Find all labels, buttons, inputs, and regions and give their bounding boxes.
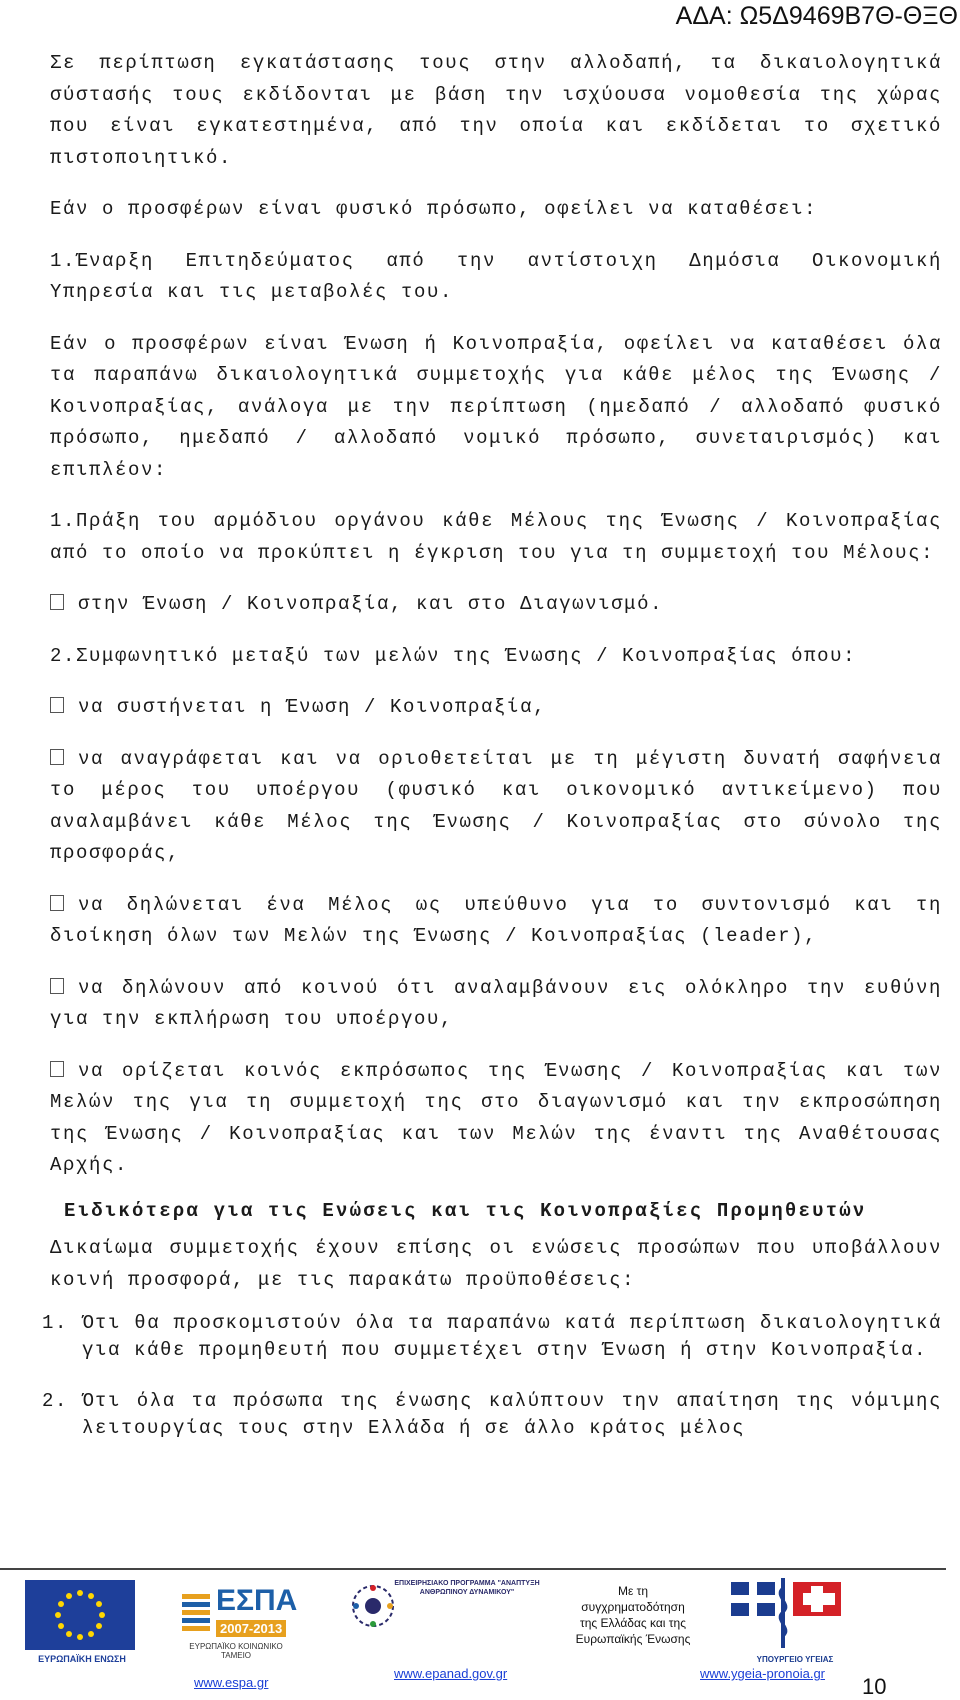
list-item	[42, 1310, 942, 1364]
checkbox-bullet-icon	[50, 1061, 64, 1077]
list-text: Ότι θα προσκομιστούν όλα τα παραπάνω κατά περίπτωση δικαιολογητικά για κάθε προμηθευτή που συμμετέχει στην Ένωση ή στην Κοινοπραξία.	[82, 1312, 942, 1361]
ministry-health-logo	[727, 1576, 847, 1652]
espa-years: 2007-2013	[216, 1620, 286, 1637]
paragraph: Εάν ο προσφέρων είναι Ένωση ή Κοινοπραξία, οφείλει να καταθέσει όλα τα παραπάνω δικαιολογητικά συμμετοχής για κάθε μέλος της Ένωσης / Κοινοπραξίας, ανάλογα με την περίπτωση (ημεδαπό / αλλοδαπό φυσικό πρόσωπο, ημεδαπό / αλλοδαπό νομικό πρόσωπο, συνεταιρισμός) και επιπλέον:	[50, 332, 942, 481]
program-label: ΕΠΙΧΕΙΡΗΣΙΑΚΟ ΠΡΟΓΡΑΜΜΑ "ΑΝΑΠΤΥΞΗ ΑΝΘΡΩΠΙΝΟΥ ΔΥΝΑΜΙΚΟΥ"	[394, 1580, 540, 1596]
eu-flag-logo	[25, 1580, 135, 1650]
paragraph: Εάν ο προσφέρων είναι φυσικό πρόσωπο, οφείλει να καταθέσει:	[50, 198, 818, 220]
bullet-item	[50, 744, 942, 870]
espa-subtitle: ΕΥΡΩΠΑΪΚΟ ΚΟΙΝΩΝΙΚΟ ΤΑΜΕΙΟ	[189, 1642, 283, 1660]
bullet-item	[50, 973, 942, 1036]
page-number: 10	[862, 1674, 887, 1699]
ygeia-link[interactable]: www.ygeia-pronoia.gr	[700, 1666, 826, 1681]
espa-link[interactable]: www.espa.gr	[194, 1675, 269, 1690]
ministry-health-label: ΥΠΟΥΡΓΕΙΟ ΥΓΕΙΑΣ	[756, 1655, 834, 1664]
document-body	[42, 48, 942, 1466]
program-emblem-icon	[348, 1578, 398, 1640]
list-text: Ότι όλα τα πρόσωπα της ένωσης καλύπτουν την απαίτηση της νόμιμης λειτουργίας τους στην Ελλάδα ή σε άλλο κράτος μέλος	[82, 1390, 942, 1439]
bullet-text: να ορίζεται κοινός εκπρόσωπος της Ένωσης / Κοινοπραξίας και των Μελών της για τη συμμετοχή της στο διαγωνισμό και την εκπροσώπηση της Ένωσης / Κοινοπραξίας και των Μελών της έναντι της Αναθέτουσας Αρχής.	[50, 1059, 942, 1176]
paragraph: Σε περίπτωση εγκατάστασης τους στην αλλοδαπή, τα δικαιολογητικά σύστασής τους εκδίδονται με βάση την ισχύουσα νομοθεσία της χώρας που είναι εγκατεστημένα, από την οποία και εκδίδεται το σχετικό πιστοποιητικό.	[50, 52, 942, 169]
bullet-item	[50, 1056, 942, 1182]
checkbox-bullet-icon	[50, 749, 64, 765]
bullet-text: να συστήνεται η Ένωση / Κοινοπραξία,	[78, 696, 547, 718]
checkbox-bullet-icon	[50, 978, 64, 994]
ada-code: ΑΔΑ: Ω5Δ9469Β7Θ-ΘΞΘ	[675, 2, 958, 30]
cofinancing-statement: Με τη συγχρηματοδότηση της Ελλάδας και της Ευρωπαϊκής Ένωσης	[575, 1584, 691, 1646]
espa-bars-icon	[178, 1588, 214, 1644]
paragraph: Δικαίωμα συμμετοχής έχουν επίσης οι ενώσεις προσώπων που υποβάλλουν κοινή προσφορά, με τις παρακάτω προϋποθέσεις:	[50, 1237, 942, 1291]
bullet-item	[50, 890, 942, 953]
eu-stars-icon	[25, 1580, 135, 1650]
espa-wordmark: ΕΣΠΑ	[216, 1584, 298, 1617]
bullet-text: να δηλώνουν από κοινού ότι αναλαμβάνουν εις ολόκληρο την ευθύνη για την εκπλήρωση του υποέργου,	[50, 976, 942, 1030]
bullet-item	[50, 589, 942, 621]
footer-divider	[0, 1568, 946, 1570]
bullet-text: στην Ένωση / Κοινοπραξία, και στο Διαγωνισμό.	[78, 593, 664, 615]
paragraph: 2.Συμφωνητικό μεταξύ των μελών της Ένωσης / Κοινοπραξίας όπου:	[50, 644, 857, 667]
bullet-text: να αναγράφεται και να οριοθετείται με τη μέγιστη δυνατή σαφήνεια το μέρος του υποέργου (φυσικό και οικονομικό αντικείμενο) που αναλαμβάνει κάθε Μέλος της Ένωσης / Κοινοπραξίας στο σύνολο της προσφοράς,	[50, 747, 942, 864]
epanad-link[interactable]: www.epanad.gov.gr	[394, 1666, 508, 1681]
list-item	[42, 1388, 942, 1442]
paragraph: 1.Πράξη του αρμόδιου οργάνου κάθε Μέλους της Ένωσης / Κοινοπραξίας από το οποίο να προκύπτει η έγκριση του για τη συμμετοχή του Μέλους:	[50, 510, 942, 564]
checkbox-bullet-icon	[50, 895, 64, 911]
list-number: 2.	[42, 1390, 69, 1412]
section-heading: Ειδικότερα για τις Ενώσεις και τις Κοινοπραξίες Προμηθευτών	[64, 1199, 867, 1222]
eu-label: ΕΥΡΩΠΑΪΚΗ ΕΝΩΣΗ	[38, 1654, 126, 1664]
numbered-list	[42, 1310, 942, 1442]
checkbox-bullet-icon	[50, 594, 64, 610]
ygeia-emblem-icon	[727, 1576, 847, 1652]
list-number: 1.	[42, 1312, 69, 1334]
bullet-item	[50, 692, 942, 724]
bullet-text: να δηλώνεται ένα Μέλος ως υπεύθυνο για το συντονισμό και τη διοίκηση όλων των Μελών της Ένωσης / Κοινοπραξίας (leader),	[50, 893, 942, 947]
paragraph: 1.Έναρξη Επιτηδεύματος από την αντίστοιχη Δημόσια Οικονομική Υπηρεσία και τις μεταβολές του.	[50, 249, 942, 303]
checkbox-bullet-icon	[50, 697, 64, 713]
